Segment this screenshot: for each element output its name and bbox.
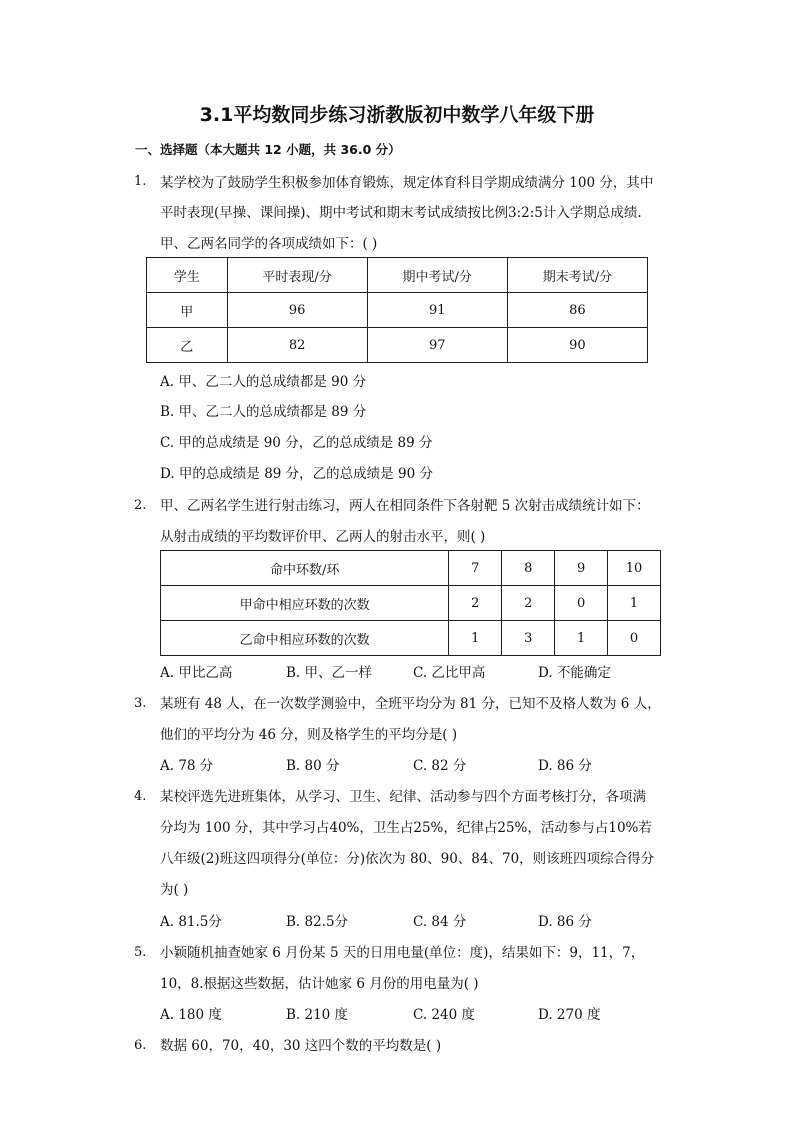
question-3-option-b: B. 80 分 [286, 758, 340, 774]
question-2-line-2: 从射击成绩的平均数评价甲、乙两人的射击水平，则( ) [160, 529, 486, 545]
table-header-row [161, 551, 661, 586]
section-heading: 一、选择题（本大题共 12 小题，共 36.0 分） [135, 142, 401, 157]
question-3-option-c: C. 82 分 [413, 758, 467, 774]
table-cell: 1 [608, 586, 661, 621]
question-5-number: 5. [134, 945, 147, 960]
question-1-option-c: C. 甲的总成绩是 90 分，乙的总成绩是 89 分 [160, 435, 433, 451]
table-cell: 乙 [147, 328, 228, 363]
table-row [147, 293, 648, 328]
table-cell: 96 [227, 293, 367, 328]
question-4-line-4: 为( ) [160, 882, 189, 898]
table-cell: 0 [608, 621, 661, 656]
table-cell: 82 [227, 328, 367, 363]
question-3-line-2: 他们的平均分为 46 分，则及格学生的平均分是( ) [160, 727, 458, 743]
question-1-line-3: 甲、乙两名同学的各项成绩如下：( ) [160, 236, 378, 252]
question-2-number: 2. [134, 498, 147, 513]
table-cell: 1 [555, 621, 608, 656]
table-row [147, 328, 648, 363]
table-row [161, 621, 661, 656]
table-cell: 甲 [147, 293, 228, 328]
table-cell: 0 [555, 586, 608, 621]
table-header-cell: 学生 [147, 258, 228, 293]
question-5-option-b: B. 210 度 [286, 1007, 349, 1023]
table-header-cell: 命中环数/环 [161, 551, 449, 586]
question-4-option-d: D. 86 分 [538, 914, 592, 930]
table-cell: 86 [507, 293, 647, 328]
table-header-cell: 7 [449, 551, 502, 586]
question-2-option-d: D. 不能确定 [538, 665, 611, 681]
question-1-line-2: 平时表现(早操、课间操)、期中考试和期末考试成绩按比例3:2:5计入学期总成绩. [160, 205, 642, 221]
question-2-option-b: B. 甲、乙一样 [286, 665, 373, 681]
question-2-table [160, 550, 661, 656]
question-1-option-b: B. 甲、乙二人的总成绩都是 89 分 [160, 404, 367, 420]
table-header-row [147, 258, 648, 293]
table-cell: 90 [507, 328, 647, 363]
table-header-cell: 9 [555, 551, 608, 586]
table-cell: 97 [367, 328, 507, 363]
question-2-option-c: C. 乙比甲高 [413, 665, 486, 681]
question-4-number: 4. [134, 789, 147, 804]
question-3-line-1: 某班有 48 人，在一次数学测验中，全班平均分为 81 分，已知不及格人数为 6 人， [160, 696, 661, 712]
question-3-option-a: A. 78 分 [160, 758, 214, 774]
question-3-number: 3. [134, 696, 147, 711]
question-1-number: 1. [134, 174, 147, 189]
question-4-option-c: C. 84 分 [413, 914, 467, 930]
question-4-line-1: 某校评选先进班集体，从学习、卫生、纪律、活动参与四个方面考核打分，各项满 [160, 789, 646, 805]
question-5-option-d: D. 270 度 [538, 1007, 601, 1023]
question-5-option-c: C. 240 度 [413, 1007, 475, 1023]
question-4-line-3: 八年级(2)班这四项得分(单位：分)依次为 80、90、84、70，则该班四项综合得分 [160, 851, 655, 867]
question-5-line-2: 10，8.根据这些数据，估计她家 6 月份的用电量为( ) [160, 976, 479, 992]
table-cell: 2 [502, 586, 555, 621]
question-2-line-1: 甲、乙两名学生进行射击练习，两人在相同条件下各射靶 5 次射击成绩统计如下： [160, 498, 650, 514]
question-4-option-a: A. 81.5分 [160, 914, 222, 930]
question-2-option-a: A. 甲比乙高 [160, 665, 233, 681]
table-header-cell: 8 [502, 551, 555, 586]
table-header-cell: 期末考试/分 [507, 258, 647, 293]
question-1-option-a: A. 甲、乙二人的总成绩都是 90 分 [160, 374, 367, 390]
table-header-cell: 平时表现/分 [227, 258, 367, 293]
table-cell: 2 [449, 586, 502, 621]
question-1-option-d: D. 甲的总成绩是 89 分，乙的总成绩是 90 分 [160, 466, 433, 482]
table-header-cell: 期中考试/分 [367, 258, 507, 293]
table-cell: 91 [367, 293, 507, 328]
question-6-line-1: 数据 60，70，40，30 这四个数的平均数是( ) [160, 1038, 442, 1054]
table-cell: 乙命中相应环数的次数 [161, 621, 449, 656]
document-title: 3.1平均数同步练习浙教版初中数学八年级下册 [199, 104, 595, 126]
question-1-line-1: 某学校为了鼓励学生积极参加体育锻炼，规定体育科目学期成绩满分 100 分，其中 [160, 175, 654, 191]
table-cell: 3 [502, 621, 555, 656]
table-header-cell: 10 [608, 551, 661, 586]
question-4-line-2: 分均为 100 分，其中学习占40%，卫生占25%，纪律占25%，活动参与占10%若 [160, 820, 652, 836]
question-4-option-b: B. 82.5分 [286, 914, 349, 930]
question-1-table [146, 257, 648, 363]
table-cell: 甲命中相应环数的次数 [161, 586, 449, 621]
question-5-option-a: A. 180 度 [160, 1007, 222, 1023]
question-5-line-1: 小颖随机抽查她家 6 月份某 5 天的日用电量(单位：度)，结果如下：9，11，7， [160, 945, 645, 961]
table-cell: 1 [449, 621, 502, 656]
question-6-number: 6. [134, 1038, 147, 1053]
table-row [161, 586, 661, 621]
question-3-option-d: D. 86 分 [538, 758, 592, 774]
